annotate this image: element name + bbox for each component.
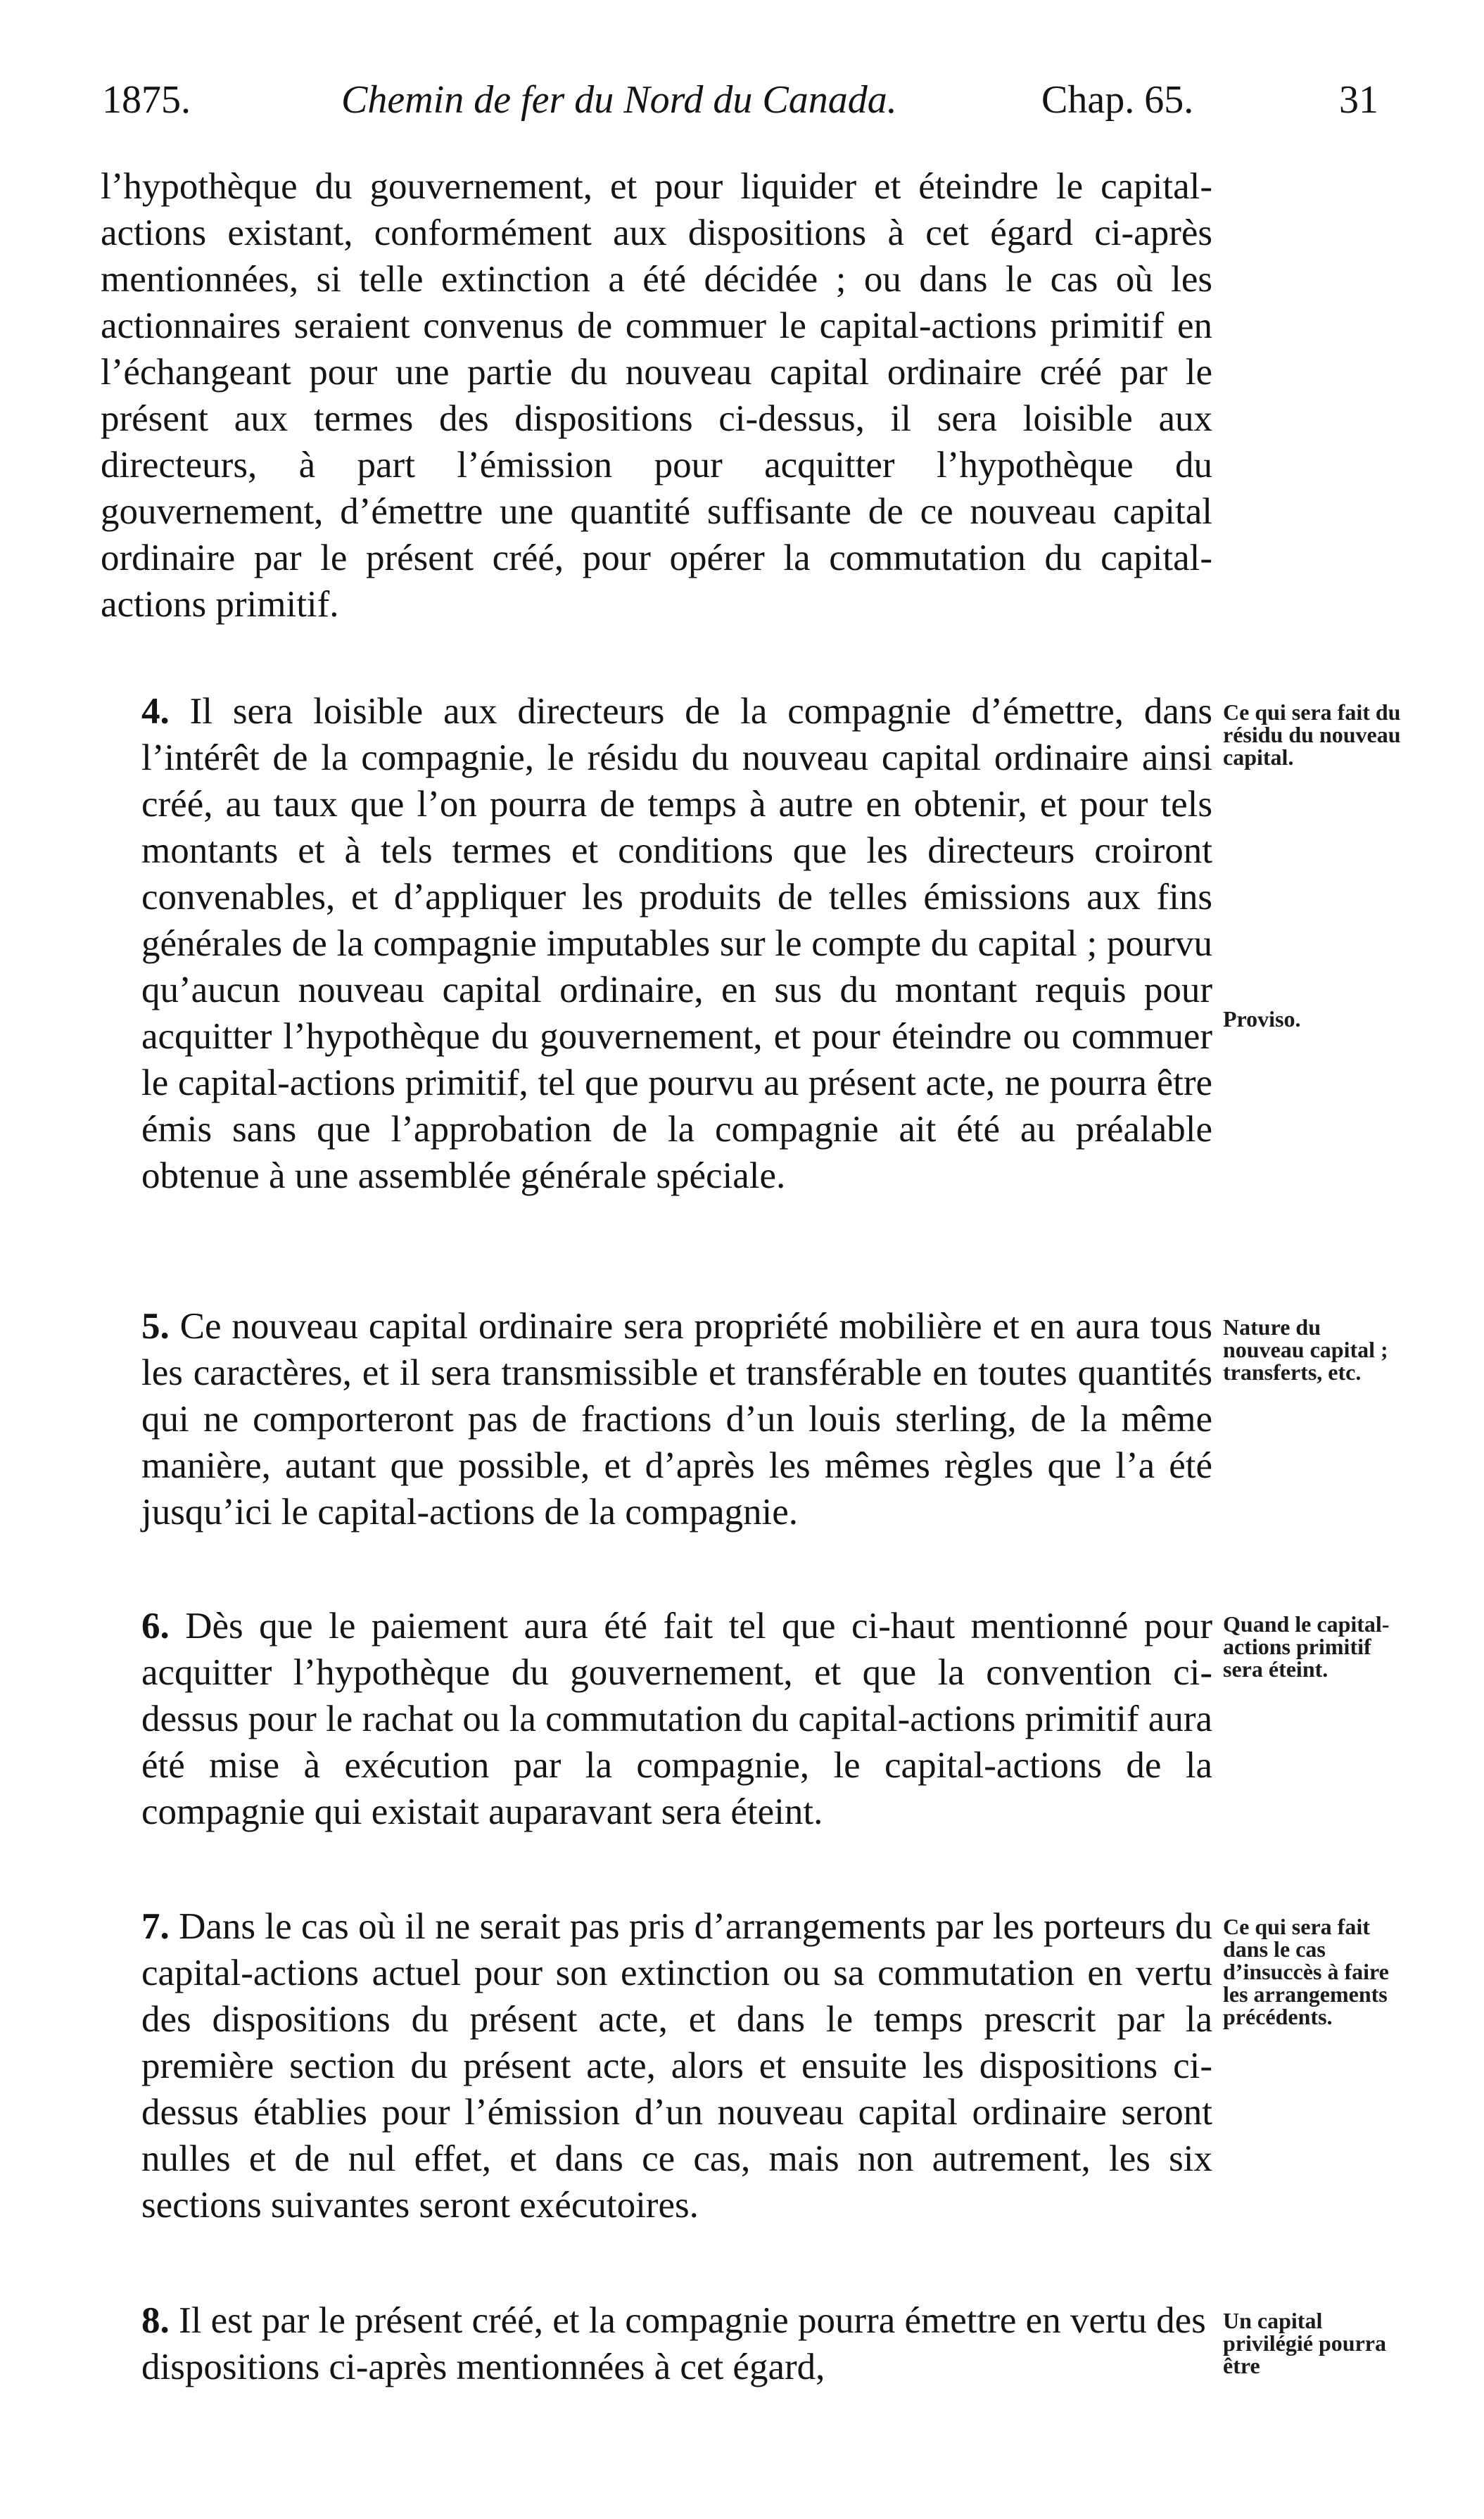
- section-7-text: Dans le cas où il ne serait pas pris d’arrangements par les porteurs du capital-actions actuel pour son extinction ou sa commutation en vertu des dispositions du présent acte, et dans le temps prescrit par la première section du présent acte, alors et ensuite les dispositions ci-dessus établies pour l’émission d’un nouveau capital ordinaire seront nulles et de nul effet, et dans ce cas, mais non autrement, les six sections suivantes seront exécutoires.: [141, 1906, 1212, 2226]
- section-6: [101, 1603, 1212, 1835]
- marginal-note-proviso: Proviso.: [1223, 1006, 1301, 1032]
- page-number: 31: [1339, 78, 1378, 122]
- running-header: [102, 77, 1397, 141]
- section-5-text: Ce nouveau capital ordinaire sera propriété mobilière et en aura tous les caractères, et il sera transmissible et transférable en toutes quantités qui ne comporteront pas de fractions d’un louis sterling, de la même manière, autant que possible, et d’après les mêmes règles que l’a été jusqu’ici le capital-actions de la compagnie.: [141, 1306, 1212, 1533]
- section-5: [101, 1303, 1212, 1535]
- marginal-note-section-7: Ce qui sera fait dans le cas d’insuccès à faire les arrangements précédents.: [1223, 1914, 1389, 2029]
- section-5-number: 5.: [141, 1306, 170, 1347]
- paragraph-continuation: l’hypothèque du gouvernement, et pour liquider et éteindre le capital-actions existant, conformément aux dispositions à cet égard ci-après mentionnées, si telle extinction a été décidée ; ou dans le cas où les actionnaires seraient convenus de commuer le capital-actions primitif en l’échangeant pour une partie du nouveau capital ordinaire créé par le présent aux termes des dispositions ci-dessus, il sera loisible aux directeurs, à part l’émission pour acquitter l’hypothèque du gouvernement, d’émettre une quantité suffisante de ce nouveau capital ordinaire par le présent créé, pour opérer la commutation du capital-actions primitif.: [101, 166, 1212, 625]
- section-6-number: 6.: [141, 1606, 170, 1646]
- section-4-number: 4.: [141, 691, 170, 732]
- marginal-note-section-5: Nature du nouveau capital ; transferts, etc.: [1223, 1314, 1388, 1385]
- marginal-note-section-6: Quand le capital-actions primitif sera éteint.: [1223, 1611, 1390, 1682]
- marginal-note-section-8: Un capital privilégié pourra être: [1223, 2308, 1386, 2378]
- header-chapter: Chap. 65.: [1041, 78, 1194, 122]
- section-7: [101, 1903, 1212, 2228]
- header-title: Chemin de fer du Nord du Canada.: [341, 78, 897, 122]
- section-8-number: 8.: [141, 2300, 170, 2341]
- section-8: [101, 2297, 1212, 2390]
- marginal-note-section-4: Ce qui sera fait du résidu du nouveau capital.: [1223, 699, 1401, 770]
- section-8-text: Il est par le présent créé, et la compagnie pourra émettre en vertu des dispositions ci-après mentionnées à cet égard,: [141, 2300, 1206, 2387]
- section-7-number: 7.: [141, 1906, 170, 1947]
- section-6-text: Dès que le paiement aura été fait tel que ci-haut mentionné pour acquitter l’hypothèque du gouvernement, et que la convention ci-dessus pour le rachat ou la commutation du capital-actions primitif aura été mise à exécution par la compagnie, le capital-actions de la compagnie qui existait auparavant sera éteint.: [141, 1606, 1213, 1832]
- header-year: 1875.: [102, 78, 191, 122]
- section-4-text: Il sera loisible aux directeurs de la compagnie d’émettre, dans l’intérêt de la compagnie, le résidu du nouveau capital ordinaire ainsi créé, au taux que l’on pourra de temps à autre en obtenir, et pour tels montants et à tels termes et conditions que les directeurs croiront convenables, et d’appliquer les produits de telles émissions aux fins générales de la compagnie imputables sur le compte du capital ; pourvu qu’aucun nouveau capital ordinaire, en sus du montant requis pour acquitter l’hypothèque du gouvernement, et pour éteindre ou commuer le capital-actions primitif, tel que pourvu au présent acte, ne pourra être émis sans que l’approbation de la compagnie ait été au préalable obtenue à une assemblée générale spéciale.: [141, 691, 1213, 1196]
- section-4: [101, 688, 1212, 1199]
